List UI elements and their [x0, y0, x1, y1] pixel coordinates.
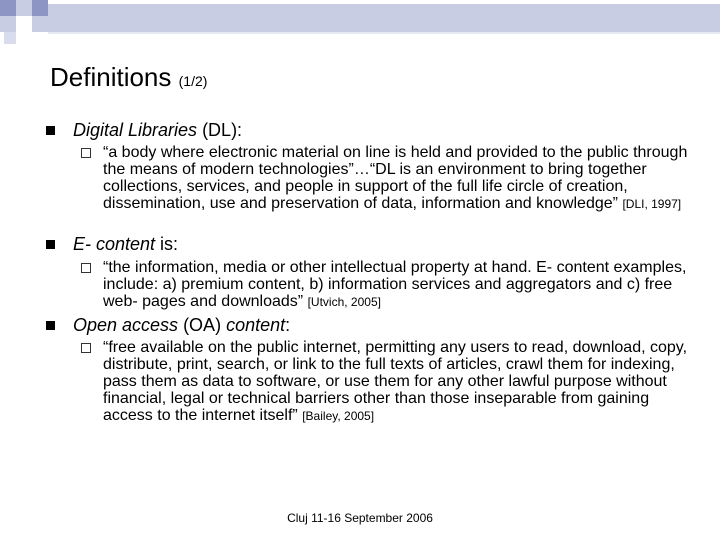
citation: [Bailey, 2005]	[302, 409, 375, 423]
term-rest: (DL):	[197, 120, 243, 140]
definition-term-econtent	[73, 234, 178, 255]
definition-term-dl	[73, 120, 242, 141]
citation: [DLI, 1997]	[622, 197, 682, 211]
hollow-bullet-icon	[81, 263, 91, 273]
hollow-bullet-icon	[81, 148, 91, 158]
bullet-square	[46, 126, 55, 135]
term-rest: is:	[155, 234, 179, 254]
definition-quote-dl	[103, 144, 693, 213]
decorative-header-squares	[0, 0, 720, 50]
title-text: Definitions	[50, 62, 172, 92]
definition-quote-econtent	[103, 259, 693, 311]
term-end: content	[226, 315, 286, 335]
term-rest: :	[285, 315, 291, 335]
quote-text: “free available on the public internet, permitting any users to read, download, copy, distribute, print, search, or link to the full texts of articles, crawl them for indexing, pass them as data to software, or use them for any other lawful purpose without financial, legal or technical barriers other than those inseparable from gaining access to the internet itself”	[103, 339, 688, 424]
title-suffix: (1/2)	[178, 73, 208, 89]
term-mid: (OA)	[178, 315, 227, 335]
citation: [Utvich, 2005]	[307, 295, 381, 309]
slide-footer: Cluj 11-16 September 2006	[287, 511, 433, 525]
quote-text: “a body where electronic material on line is held and provided to the public through the means of modern technologies”…“DL is an environment to bring together collections, services, and people in support of the full life circle of creation, dissemination, use and preservation of data, information and knowledge”	[103, 144, 688, 212]
definition-quote-oa	[103, 339, 693, 425]
term-name: E- content	[73, 234, 156, 254]
term-name: Digital Libraries	[73, 120, 198, 140]
hollow-bullet-icon	[81, 343, 91, 353]
term-name: Open access	[73, 315, 179, 335]
definition-term-oa	[73, 315, 290, 336]
quote-text: “the information, media or other intellectual property at hand. E- content examples, include: a) premium content, b) information services and aggregators and c) free web- pages and downloads”	[103, 259, 687, 310]
bullet-square	[46, 321, 55, 330]
bullet-square	[46, 240, 55, 249]
slide-title	[50, 62, 207, 93]
